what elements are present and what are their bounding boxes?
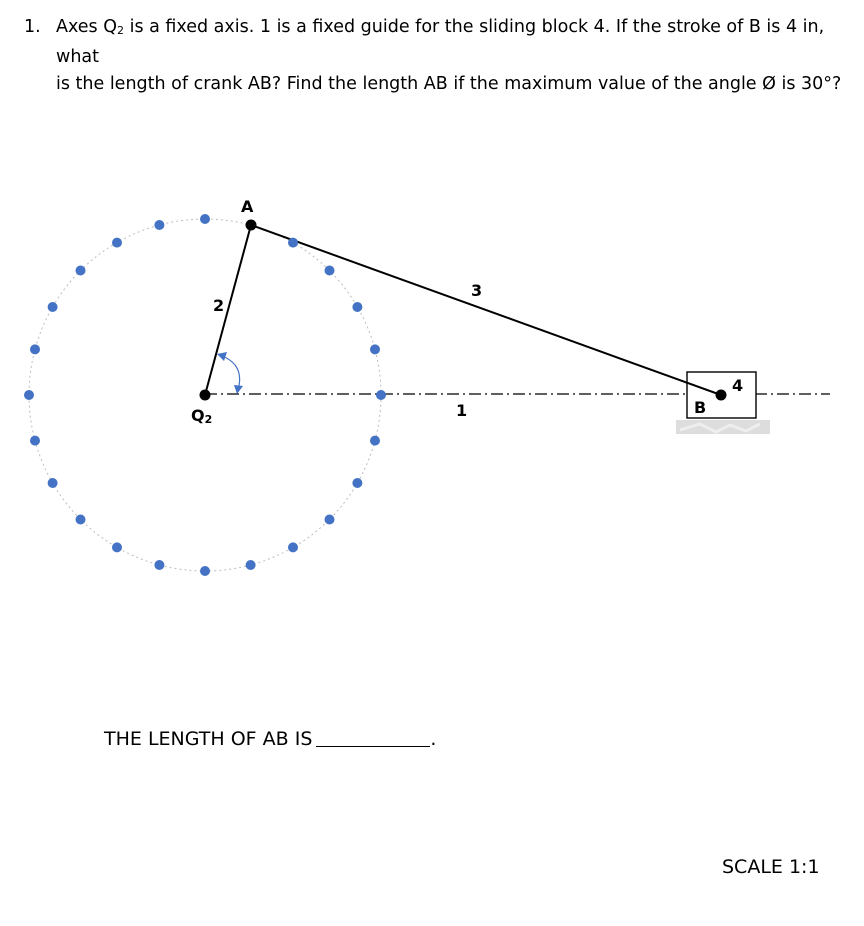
position-dot xyxy=(246,560,256,570)
q-subscript: 2 xyxy=(117,24,125,37)
answer-prompt: THE LENGTH OF AB IS xyxy=(104,728,313,750)
problem-number: 1. xyxy=(24,17,41,37)
angle-arc-arrow xyxy=(222,356,240,390)
problem-text-line2: is the length of crank AB? Find the length AB if the maximum value of the angle Ø is 30°? xyxy=(56,74,842,94)
position-dot xyxy=(30,436,40,446)
position-dot xyxy=(200,214,210,224)
label-link2: 2 xyxy=(213,296,225,315)
position-dot xyxy=(24,390,34,400)
position-dot xyxy=(325,515,335,525)
position-dot xyxy=(48,478,58,488)
position-dot xyxy=(288,238,298,248)
label-q2 xyxy=(191,406,212,426)
position-dot xyxy=(48,302,58,312)
position-dot xyxy=(30,344,40,354)
position-dot xyxy=(76,266,86,276)
position-dot xyxy=(376,390,386,400)
joint-a xyxy=(246,220,257,231)
position-dot xyxy=(352,478,362,488)
scale-note: SCALE 1:1 xyxy=(722,856,820,878)
position-dot xyxy=(112,542,122,552)
angle-arrowhead-bottom xyxy=(234,385,243,394)
problem-text-line1-rest: is a fixed axis. 1 is a fixed guide for the sliding block 4. If the stroke of B is 4 in, what xyxy=(56,17,825,67)
label-guide1: 1 xyxy=(456,401,468,420)
position-dot xyxy=(370,436,380,446)
label-b: B xyxy=(694,398,707,417)
label-link3: 3 xyxy=(471,281,483,300)
position-dot xyxy=(370,344,380,354)
crank-link xyxy=(205,225,251,395)
position-dot xyxy=(112,238,122,248)
label-block4: 4 xyxy=(732,376,744,395)
joint-b xyxy=(716,390,727,401)
problem-text-line1-start: Axes Q xyxy=(56,17,118,37)
answer-blank[interactable] xyxy=(316,728,430,747)
position-dot xyxy=(325,266,335,276)
position-dot xyxy=(200,566,210,576)
answer-period: . xyxy=(430,728,437,750)
position-dot xyxy=(154,220,164,230)
label-q-sub: 2 xyxy=(204,413,213,426)
angle-arrowhead-top xyxy=(217,352,227,361)
joint-q2 xyxy=(200,390,211,401)
position-dot xyxy=(288,542,298,552)
label-a: A xyxy=(241,197,254,216)
position-dot xyxy=(154,560,164,570)
label-q: Q xyxy=(191,406,205,425)
connecting-rod xyxy=(251,225,721,395)
position-dot xyxy=(76,515,86,525)
position-dot xyxy=(352,302,362,312)
answer-line xyxy=(104,728,436,750)
